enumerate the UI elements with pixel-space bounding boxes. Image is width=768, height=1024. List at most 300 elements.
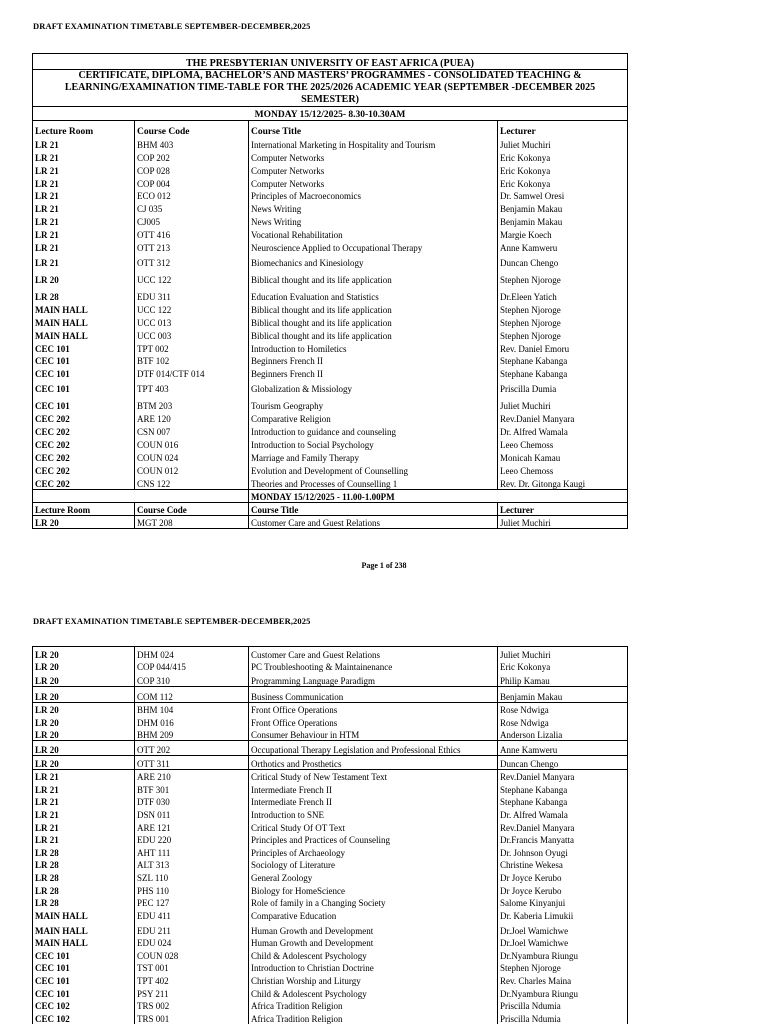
cell-course-code: OTT 202 xyxy=(135,741,249,756)
cell-course-code: OTT 311 xyxy=(135,755,249,769)
table-row xyxy=(33,883,628,896)
cell-course-title: Introduction to SNE xyxy=(249,807,498,820)
column-header-title-2: Course Title xyxy=(249,502,498,515)
cell-course-title: Biomechanics and Kinesiology xyxy=(249,253,498,268)
cell-room: LR 21 xyxy=(33,833,135,846)
table-row xyxy=(33,660,628,673)
programme-title-line-2: LEARNING/EXAMINATION TIME-TABLE FOR THE 2025/2026 ACADEMIC YEAR (SEPTEMBER -DECEMBER 2025 SEMESTER) xyxy=(64,82,596,105)
cell-lecturer: Dr.Joel Wamichwe xyxy=(498,936,628,949)
cell-room: LR 21 xyxy=(33,227,135,240)
session-heading-2: MONDAY 15/12/2025 - 11.00-1.00PM xyxy=(249,489,628,502)
table-row xyxy=(33,686,628,702)
cell-course-code: DTF 030 xyxy=(135,795,249,808)
cell-room: LR 20 xyxy=(33,715,135,728)
cell-course-title: Front Office Operations xyxy=(249,715,498,728)
cell-course-code: TPT 002 xyxy=(135,341,249,354)
cell-course-code: OTT 213 xyxy=(135,240,249,253)
table-row xyxy=(33,807,628,820)
cell-course-title: Front Office Operations xyxy=(249,702,498,715)
table-row xyxy=(33,647,628,660)
cell-course-code: BTM 203 xyxy=(135,394,249,411)
cell-course-title: Introduction to Homiletics xyxy=(249,341,498,354)
cell-course-code: BHM 209 xyxy=(135,728,249,741)
page-header: DRAFT EXAMINATION TIMETABLE SEPTEMBER-DECEMBER,2025 xyxy=(33,21,311,31)
cell-course-code: MGT 208 xyxy=(135,515,249,528)
table-row xyxy=(33,948,628,961)
cell-lecturer: Salome Kinyanjui xyxy=(498,896,628,909)
table-row xyxy=(33,302,628,315)
cell-room: LR 28 xyxy=(33,883,135,896)
cell-course-title: Critical Study Of OT Text xyxy=(249,820,498,833)
cell-course-title: Customer Care and Guest Relations xyxy=(249,647,498,660)
cell-course-title: Biblical thought and its life application xyxy=(249,268,498,285)
cell-course-title: Education Evaluation and Statistics xyxy=(249,285,498,302)
column-header-title: Course Title xyxy=(249,121,498,138)
cell-lecturer: Rev. Charles Maina xyxy=(498,973,628,986)
cell-lecturer: Stephen Njoroge xyxy=(498,961,628,974)
cell-course-code: COP 044/415 xyxy=(135,660,249,673)
table-row xyxy=(33,253,628,268)
cell-room: LR 28 xyxy=(33,870,135,883)
cell-room: LR 21 xyxy=(33,240,135,253)
cell-course-code: BHM 403 xyxy=(135,137,249,150)
university-title-row xyxy=(33,54,628,70)
table-row xyxy=(33,833,628,846)
cell-lecturer: Dr Joyce Kerubo xyxy=(498,870,628,883)
cell-lecturer: Stephen Njoroge xyxy=(498,328,628,341)
cell-lecturer: Dr.Joel Wamichwe xyxy=(498,921,628,936)
cell-room: CEC 202 xyxy=(33,437,135,450)
column-header-lecturer: Lecturer xyxy=(498,121,628,138)
cell-lecturer: Stephen Njoroge xyxy=(498,315,628,328)
cell-lecturer: Juliet Muchiri xyxy=(498,647,628,660)
cell-course-code: UCC 003 xyxy=(135,328,249,341)
cell-room: LR 21 xyxy=(33,807,135,820)
cell-course-code: EDU 211 xyxy=(135,921,249,936)
cell-room: CEC 101 xyxy=(33,948,135,961)
cell-lecturer: Juliet Muchiri xyxy=(498,394,628,411)
cell-course-code: DSN 011 xyxy=(135,807,249,820)
cell-room: LR 28 xyxy=(33,896,135,909)
cell-course-code: COUN 012 xyxy=(135,463,249,476)
cell-course-title: Computer Networks xyxy=(249,150,498,163)
cell-course-title: Computer Networks xyxy=(249,176,498,189)
cell-room: LR 21 xyxy=(33,176,135,189)
cell-room: LR 20 xyxy=(33,755,135,769)
cell-lecturer: Eric Kokonya xyxy=(498,660,628,673)
cell-course-title: Critical Study of New Testament Text xyxy=(249,769,498,782)
cell-lecturer: Dr.Nyambura Riungu xyxy=(498,948,628,961)
cell-room: MAIN HALL xyxy=(33,315,135,328)
cell-room: CEC 101 xyxy=(33,366,135,379)
cell-room: CEC 102 xyxy=(33,1011,135,1024)
cell-lecturer: Anne Kamweru xyxy=(498,240,628,253)
cell-room: LR 21 xyxy=(33,769,135,782)
cell-room: CEC 202 xyxy=(33,411,135,424)
cell-lecturer: Stephane Kabanga xyxy=(498,795,628,808)
cell-lecturer: Dr. Samwel Oresi xyxy=(498,189,628,202)
cell-lecturer: Stephane Kabanga xyxy=(498,782,628,795)
cell-course-code: ARE 210 xyxy=(135,769,249,782)
cell-course-title: Introduction to Social Psychology xyxy=(249,437,498,450)
table-row xyxy=(33,820,628,833)
cell-lecturer: Philip Kamau xyxy=(498,672,628,686)
cell-lecturer: Anne Kamweru xyxy=(498,741,628,756)
table-row xyxy=(33,366,628,379)
column-header-code: Course Code xyxy=(135,121,249,138)
cell-room: LR 20 xyxy=(33,728,135,741)
cell-lecturer: Juliet Muchiri xyxy=(498,137,628,150)
cell-course-title: Child & Adolescent Psychology xyxy=(249,986,498,999)
cell-room: LR 21 xyxy=(33,163,135,176)
cell-course-code: DHM 024 xyxy=(135,647,249,660)
cell-room: LR 20 xyxy=(33,647,135,660)
cell-room: LR 21 xyxy=(33,795,135,808)
cell-course-code: TST 001 xyxy=(135,961,249,974)
cell-room: LR 21 xyxy=(33,150,135,163)
cell-course-title: Consumer Behaviour in HTM xyxy=(249,728,498,741)
cell-lecturer: Priscilla Dumia xyxy=(498,379,628,394)
table-row xyxy=(33,354,628,367)
table-row xyxy=(33,858,628,871)
cell-course-title: News Writing xyxy=(249,201,498,214)
cell-course-title: Human Growth and Development xyxy=(249,936,498,949)
cell-course-code: COP 202 xyxy=(135,150,249,163)
cell-lecturer: Dr. Kaberia Limukii xyxy=(498,908,628,921)
cell-lecturer: Stephane Kabanga xyxy=(498,354,628,367)
cell-course-code: COUN 016 xyxy=(135,437,249,450)
cell-course-code: PSY 211 xyxy=(135,986,249,999)
cell-course-code: ECO 012 xyxy=(135,189,249,202)
cell-course-code: UCC 122 xyxy=(135,268,249,285)
cell-lecturer: Rev.Daniel Manyara xyxy=(498,769,628,782)
cell-course-code: ARE 120 xyxy=(135,411,249,424)
cell-room: LR 20 xyxy=(33,702,135,715)
column-header-room: Lecture Room xyxy=(33,121,135,138)
table-row xyxy=(33,870,628,883)
cell-lecturer: Stephen Njoroge xyxy=(498,302,628,315)
cell-course-code: DHM 016 xyxy=(135,715,249,728)
cell-course-code: ARE 121 xyxy=(135,820,249,833)
cell-course-title: Business Communication xyxy=(249,686,498,702)
cell-lecturer: Juliet Muchiri xyxy=(498,515,628,528)
cell-course-code: BTF 102 xyxy=(135,354,249,367)
cell-course-title: Principles of Archaeology xyxy=(249,845,498,858)
cell-room: LR 20 xyxy=(33,660,135,673)
page-header-2: DRAFT EXAMINATION TIMETABLE SEPTEMBER-DECEMBER,2025 xyxy=(33,616,311,626)
cell-room: LR 21 xyxy=(33,137,135,150)
table-row xyxy=(33,328,628,341)
table-row xyxy=(33,201,628,214)
cell-course-title: PC Troubleshooting & Maintainenance xyxy=(249,660,498,673)
table-row xyxy=(33,961,628,974)
table-row xyxy=(33,908,628,921)
cell-room: LR 21 xyxy=(33,189,135,202)
cell-room: CEC 202 xyxy=(33,476,135,489)
cell-course-title: Marriage and Family Therapy xyxy=(249,450,498,463)
cell-lecturer: Dr. Alfred Wamala xyxy=(498,807,628,820)
timetable-table-continued xyxy=(32,646,628,1024)
programme-title-row xyxy=(33,70,628,107)
cell-course-title: Comparative Religion xyxy=(249,411,498,424)
cell-course-title: Biology for HomeScience xyxy=(249,883,498,896)
cell-room: LR 28 xyxy=(33,285,135,302)
table-row xyxy=(33,137,628,150)
cell-course-title: Intermediate French II xyxy=(249,782,498,795)
cell-course-title: Principles of Macroeconomics xyxy=(249,189,498,202)
cell-course-title: International Marketing in Hospitality and Tourism xyxy=(249,137,498,150)
cell-course-title: Africa Tradition Religion xyxy=(249,999,498,1012)
table-row xyxy=(33,741,628,756)
cell-course-title: Occupational Therapy Legislation and Professional Ethics xyxy=(249,741,498,756)
table-row xyxy=(33,702,628,715)
blank-cell xyxy=(33,489,249,502)
table-row xyxy=(33,150,628,163)
cell-course-title: Evolution and Development of Counselling xyxy=(249,463,498,476)
cell-lecturer: Dr. Alfred Wamala xyxy=(498,424,628,437)
cell-lecturer: Rev. Dr. Gitonga Kaugi xyxy=(498,476,628,489)
cell-course-title: Sociology of Literature xyxy=(249,858,498,871)
session-heading-row xyxy=(33,107,628,121)
cell-course-code: ALT 313 xyxy=(135,858,249,871)
table-row xyxy=(33,921,628,936)
session-heading-row-2 xyxy=(33,489,628,502)
cell-lecturer: Benjamin Makau xyxy=(498,214,628,227)
cell-course-title: Programming Language Paradigm xyxy=(249,672,498,686)
table-row xyxy=(33,214,628,227)
cell-course-title: Introduction to Christian Doctrine xyxy=(249,961,498,974)
cell-lecturer: Rev. Daniel Emoru xyxy=(498,341,628,354)
cell-course-code: COUN 024 xyxy=(135,450,249,463)
table-row xyxy=(33,476,628,489)
cell-course-code: EDU 024 xyxy=(135,936,249,949)
cell-course-code: CJ 035 xyxy=(135,201,249,214)
cell-course-title: Principles and Practices of Counseling xyxy=(249,833,498,846)
cell-course-code: BTF 301 xyxy=(135,782,249,795)
cell-course-code: PEC 127 xyxy=(135,896,249,909)
column-header-row-2 xyxy=(33,502,628,515)
cell-lecturer: Stephen Njoroge xyxy=(498,268,628,285)
cell-course-code: TRS 001 xyxy=(135,1011,249,1024)
cell-course-code: CNS 122 xyxy=(135,476,249,489)
cell-room: LR 21 xyxy=(33,820,135,833)
cell-course-code: EDU 411 xyxy=(135,908,249,921)
cell-course-title: Biblical thought and its life application xyxy=(249,328,498,341)
cell-course-code: PHS 110 xyxy=(135,883,249,896)
cell-lecturer: Rev.Daniel Manyara xyxy=(498,820,628,833)
cell-lecturer: Benjamin Makau xyxy=(498,201,628,214)
table-row xyxy=(33,424,628,437)
cell-room: CEC 102 xyxy=(33,999,135,1012)
cell-course-title: Human Growth and Development xyxy=(249,921,498,936)
cell-room: CEC 101 xyxy=(33,986,135,999)
cell-course-code: TRS 002 xyxy=(135,999,249,1012)
cell-lecturer: Dr.Nyambura Riungu xyxy=(498,986,628,999)
table-row xyxy=(33,176,628,189)
column-header-room-2: Lecture Room xyxy=(33,502,135,515)
cell-course-code: SZL 110 xyxy=(135,870,249,883)
cell-room: MAIN HALL xyxy=(33,302,135,315)
cell-lecturer: Christine Wekesa xyxy=(498,858,628,871)
cell-course-title: Neuroscience Applied to Occupational Therapy xyxy=(249,240,498,253)
cell-room: CEC 202 xyxy=(33,424,135,437)
table-row xyxy=(33,515,628,528)
cell-course-title: Beginners French II xyxy=(249,366,498,379)
cell-course-title: Role of family in a Changing Society xyxy=(249,896,498,909)
table-row xyxy=(33,715,628,728)
table-row xyxy=(33,227,628,240)
cell-room: CEC 101 xyxy=(33,973,135,986)
table-row xyxy=(33,341,628,354)
university-title: THE PRESBYTERIAN UNIVERSITY OF EAST AFRICA (PUEA) xyxy=(33,54,628,70)
cell-course-code: EDU 311 xyxy=(135,285,249,302)
table-row xyxy=(33,986,628,999)
session-heading: MONDAY 15/12/2025- 8.30-10.30AM xyxy=(33,107,628,121)
cell-course-code: UCC 122 xyxy=(135,302,249,315)
cell-room: CEC 202 xyxy=(33,450,135,463)
table-row xyxy=(33,769,628,782)
cell-room: MAIN HALL xyxy=(33,328,135,341)
programme-title-line-1: CERTIFICATE, DIPLOMA, BACHELOR’S AND MASTERS’ PROGRAMMES - CONSOLIDATED TEACHING & xyxy=(78,70,582,81)
table-row xyxy=(33,315,628,328)
cell-course-code: AHT 111 xyxy=(135,845,249,858)
table-row xyxy=(33,379,628,394)
cell-course-code: COP 310 xyxy=(135,672,249,686)
cell-course-code: BHM 104 xyxy=(135,702,249,715)
cell-course-title: Intermediate French II xyxy=(249,795,498,808)
cell-lecturer: Rose Ndwiga xyxy=(498,715,628,728)
table-row xyxy=(33,973,628,986)
cell-course-title: Globalization & Missiology xyxy=(249,379,498,394)
cell-course-title: Africa Tradition Religion xyxy=(249,1011,498,1024)
cell-course-code: DTF 014/CTF 014 xyxy=(135,366,249,379)
cell-lecturer: Dr. Johnson Oyugi xyxy=(498,845,628,858)
cell-course-code: OTT 416 xyxy=(135,227,249,240)
table-row xyxy=(33,411,628,424)
table-row xyxy=(33,936,628,949)
table-row xyxy=(33,782,628,795)
cell-room: CEC 202 xyxy=(33,463,135,476)
cell-course-code: COUN 028 xyxy=(135,948,249,961)
cell-lecturer: Eric Kokonya xyxy=(498,163,628,176)
cell-course-code: UCC 013 xyxy=(135,315,249,328)
cell-course-code: COM 112 xyxy=(135,686,249,702)
cell-course-title: News Writing xyxy=(249,214,498,227)
cell-course-title: Child & Adolescent Psychology xyxy=(249,948,498,961)
cell-room: MAIN HALL xyxy=(33,936,135,949)
cell-room: CEC 101 xyxy=(33,341,135,354)
cell-course-title: Theories and Processes of Counselling 1 xyxy=(249,476,498,489)
table-row xyxy=(33,845,628,858)
table-row xyxy=(33,999,628,1012)
cell-course-title: Biblical thought and its life application xyxy=(249,315,498,328)
cell-room: MAIN HALL xyxy=(33,908,135,921)
page-footer: Page 1 of 238 xyxy=(361,561,407,570)
cell-course-title: Comparative Education xyxy=(249,908,498,921)
cell-course-title: Tourism Geography xyxy=(249,394,498,411)
cell-course-title: Computer Networks xyxy=(249,163,498,176)
cell-room: LR 28 xyxy=(33,858,135,871)
cell-lecturer: Priscilla Ndumia xyxy=(498,1011,628,1024)
cell-room: LR 20 xyxy=(33,515,135,528)
cell-lecturer: Rev.Daniel Manyara xyxy=(498,411,628,424)
cell-lecturer: Leeo Chemoss xyxy=(498,463,628,476)
cell-room: LR 21 xyxy=(33,253,135,268)
cell-course-code: TPT 403 xyxy=(135,379,249,394)
cell-room: LR 28 xyxy=(33,845,135,858)
cell-room: LR 21 xyxy=(33,201,135,214)
cell-course-code: OTT 312 xyxy=(135,253,249,268)
cell-room: CEC 101 xyxy=(33,961,135,974)
programme-title xyxy=(33,70,628,107)
cell-course-code: EDU 220 xyxy=(135,833,249,846)
table-row xyxy=(33,1011,628,1024)
cell-lecturer: Dr.Eleen Yatich xyxy=(498,285,628,302)
table-row xyxy=(33,394,628,411)
cell-lecturer: Anderson Lizalia xyxy=(498,728,628,741)
cell-course-title: Introduction to guidance and counseling xyxy=(249,424,498,437)
table-row xyxy=(33,755,628,769)
cell-course-code: CJ005 xyxy=(135,214,249,227)
cell-lecturer: Leeo Chemoss xyxy=(498,437,628,450)
cell-course-title: Beginners French II xyxy=(249,354,498,367)
cell-room: LR 20 xyxy=(33,672,135,686)
cell-course-code: CSN 007 xyxy=(135,424,249,437)
cell-lecturer: Rose Ndwiga xyxy=(498,702,628,715)
cell-lecturer: Eric Kokonya xyxy=(498,150,628,163)
column-header-row xyxy=(33,121,628,138)
cell-lecturer: Margie Koech xyxy=(498,227,628,240)
cell-lecturer: Eric Kokonya xyxy=(498,176,628,189)
table-row xyxy=(33,795,628,808)
cell-lecturer: Monicah Kamau xyxy=(498,450,628,463)
table-row xyxy=(33,189,628,202)
column-header-lecturer-2: Lecturer xyxy=(498,502,628,515)
cell-course-code: TPT 402 xyxy=(135,973,249,986)
table-row xyxy=(33,268,628,285)
cell-course-title: Vocational Rehabilitation xyxy=(249,227,498,240)
table-row xyxy=(33,463,628,476)
cell-room: CEC 101 xyxy=(33,394,135,411)
table-row xyxy=(33,896,628,909)
cell-room: LR 20 xyxy=(33,686,135,702)
table-row xyxy=(33,163,628,176)
cell-course-title: Orthotics and Prosthetics xyxy=(249,755,498,769)
cell-lecturer: Duncan Chengo xyxy=(498,253,628,268)
cell-course-title: Biblical thought and its life application xyxy=(249,302,498,315)
cell-room: CEC 101 xyxy=(33,379,135,394)
cell-room: LR 20 xyxy=(33,741,135,756)
column-header-code-2: Course Code xyxy=(135,502,249,515)
cell-room: LR 21 xyxy=(33,782,135,795)
cell-course-title: Customer Care and Guest Relations xyxy=(249,515,498,528)
cell-course-title: General Zoology xyxy=(249,870,498,883)
timetable-table xyxy=(32,53,628,529)
cell-course-title: Christian Worship and Liturgy xyxy=(249,973,498,986)
cell-course-code: COP 028 xyxy=(135,163,249,176)
cell-room: LR 20 xyxy=(33,268,135,285)
cell-course-code: COP 004 xyxy=(135,176,249,189)
table-row xyxy=(33,672,628,686)
cell-lecturer: Benjamin Makau xyxy=(498,686,628,702)
cell-lecturer: Priscilla Ndumia xyxy=(498,999,628,1012)
table-row xyxy=(33,285,628,302)
cell-room: CEC 101 xyxy=(33,354,135,367)
cell-lecturer: Dr Joyce Kerubo xyxy=(498,883,628,896)
table-row xyxy=(33,437,628,450)
cell-room: LR 21 xyxy=(33,214,135,227)
table-row xyxy=(33,450,628,463)
